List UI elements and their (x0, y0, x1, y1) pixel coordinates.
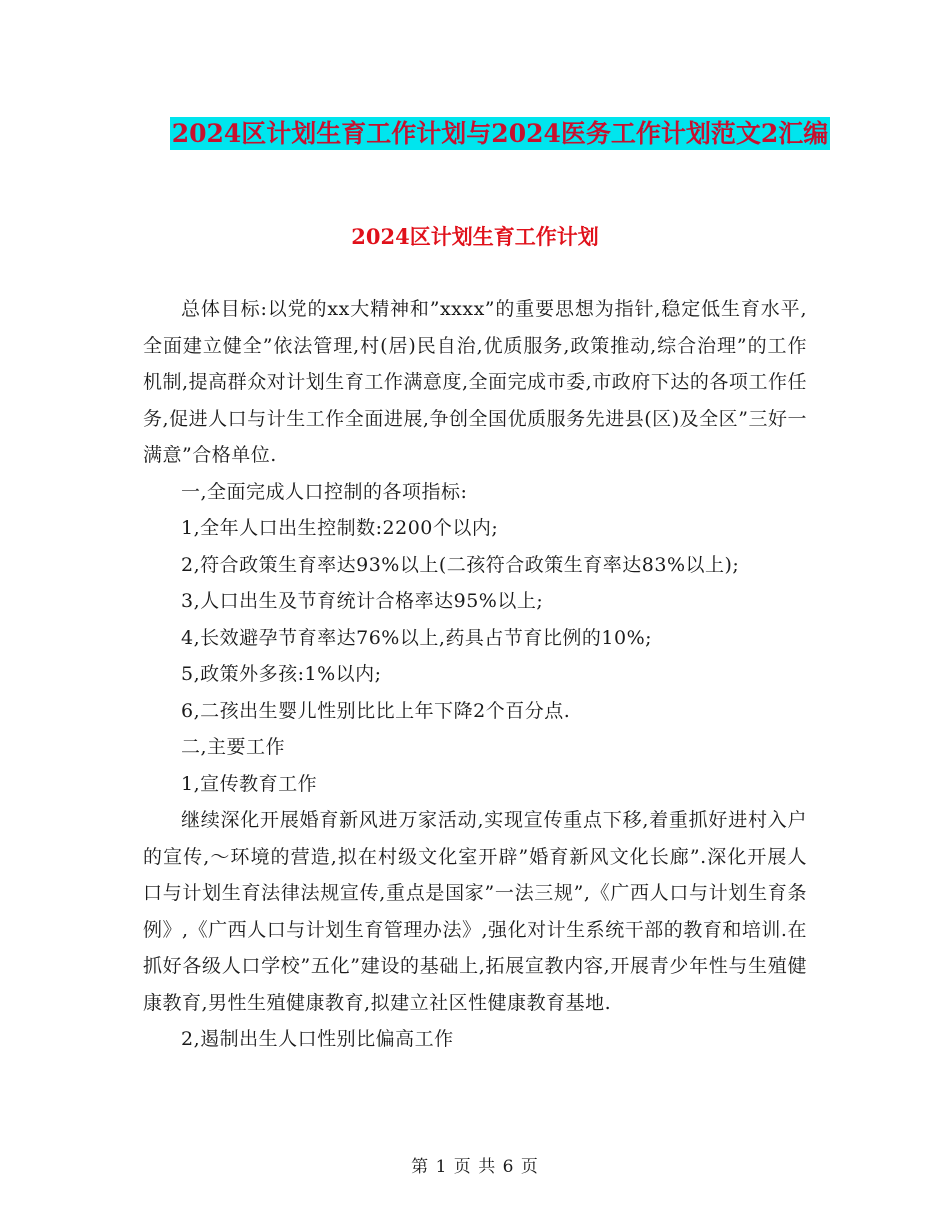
page-footer: 第 1 页 共 6 页 (411, 1157, 539, 1177)
section-title: 2024区计划生育工作计划 (351, 224, 599, 249)
list-item: 2,符合政策生育率达93%以上(二孩符合政策生育率达83%以上); (181, 553, 740, 576)
paragraph-subheading-publicity: 1,宣传教育工作 (181, 772, 318, 795)
paragraph-subheading-sex-ratio: 2,遏制出生人口性别比偏高工作 (181, 1028, 454, 1050)
paragraph-publicity-body: 继续深化开展婚育新风进万家活动,实现宣传重点下移,着重抓好进村入户的宣传,～环境的营造,拟在村级文化室开辟”婚育新风文化长廊”.深化开展人口与计划生育法律法规宣传,重点是国家”一法三规”,《广西人口与计划生育条例》,《广西人口与计划生育管理办法》,强化对计生系统干部的教育和培训.在抓好各级人口学校”五化”建设的基础上,拓展宣教内容,开展青少年性与生殖健康教育,男性生殖健康教育,拟建立社区性健康教育基地. (143, 809, 807, 1014)
list-item: 3,人口出生及节育统计合格率达95%以上; (181, 590, 544, 612)
document-body (143, 291, 807, 1058)
list-item: 5,政策外多孩:1%以内; (181, 663, 382, 685)
paragraph-overall-goal: 总体目标:以党的xx大精神和”xxxx”的重要思想为指针,稳定低生育水平,全面建立健全”依法管理,村(居)民自治,优质服务,政策推动,综合治理”的工作机制,提高群众对计划生育工作满意度,全面完成市委,市政府下达的各项工作任务,促进人口与计生工作全面进展,争创全国优质服务先进县(区)及全区”三好一满意”合格单位. (143, 298, 807, 466)
paragraph-heading-main-work: 二,主要工作 (181, 736, 286, 758)
list-item: 1,全年人口出生控制数:2200个以内; (181, 517, 499, 539)
list-item: 4,长效避孕节育率达76%以上,药具占节育比例的10%; (181, 626, 653, 649)
paragraph-heading-indicators: 一,全面完成人口控制的各项指标: (181, 480, 468, 503)
list-item: 6,二孩出生婴儿性别比比上年下降2个百分点. (181, 699, 571, 722)
document-title-text: 2024区计划生育工作计划与2024医务工作计划范文2汇编 (171, 119, 829, 148)
document-title (120, 112, 880, 156)
